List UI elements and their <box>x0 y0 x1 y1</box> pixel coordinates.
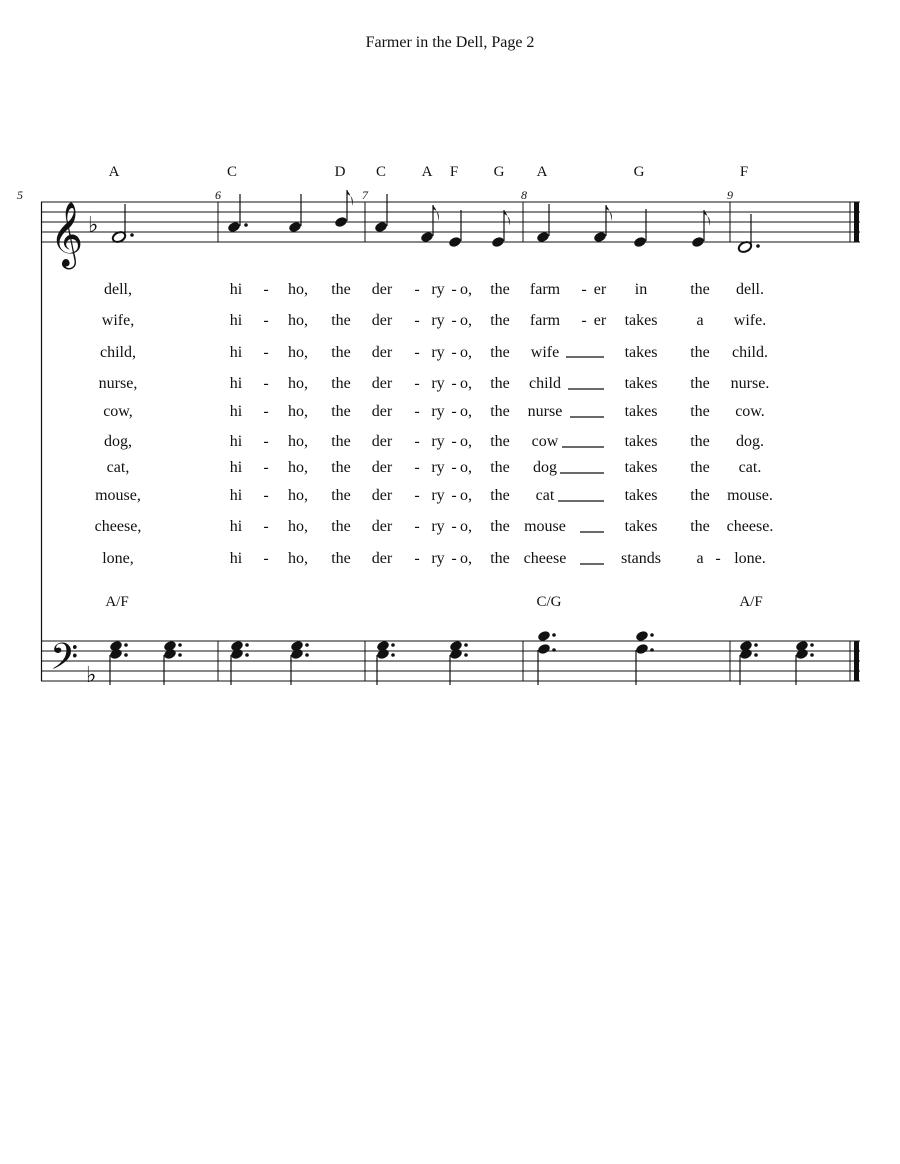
lyric-word: the <box>331 459 351 476</box>
lyric-word: the <box>331 375 351 392</box>
lyric-word: the <box>690 281 710 298</box>
lyric-word: ho, <box>288 433 308 450</box>
note-a-eighth <box>593 205 612 243</box>
lyric-word: cheese <box>523 550 567 567</box>
lyric-word: the <box>490 550 510 567</box>
treble-staff <box>41 202 860 242</box>
lyric-word: the <box>331 433 351 450</box>
lyric-hyphen: - <box>263 312 269 329</box>
lyric-word: the <box>490 281 510 298</box>
lyric-word: ry <box>431 375 445 392</box>
bass-chord-gc <box>537 630 556 685</box>
lyric-word: wife. <box>733 312 767 329</box>
lyric-hyphen: - <box>263 433 269 450</box>
measure-number: 8 <box>521 188 527 202</box>
lyric-hyphen: - <box>451 459 457 476</box>
lyric-hyphen: - <box>263 459 269 476</box>
lyric-word: takes <box>624 518 658 535</box>
lyric-word: ry <box>431 550 445 567</box>
lyric-word: cat <box>535 487 555 504</box>
bass-chord-fa <box>449 640 468 685</box>
lyric-hyphen: - <box>414 550 420 567</box>
lyric-word: the <box>690 403 710 420</box>
lyric-word: der <box>371 518 393 535</box>
measure-number: 5 <box>17 188 23 202</box>
lyric-word: hi <box>229 459 243 476</box>
lyric-word: er <box>593 312 607 329</box>
lyric-hyphen: - <box>263 281 269 298</box>
lyric-word: child, <box>100 344 136 361</box>
lyric-hyphen: - <box>451 550 457 567</box>
lyric-word: hi <box>229 312 243 329</box>
lyric-word: cow. <box>735 403 765 420</box>
lyric-hyphen: - <box>414 344 420 361</box>
note-letter: G <box>493 164 505 180</box>
lyric-word: hi <box>229 433 243 450</box>
lyric-word: child. <box>732 344 768 361</box>
lyric-hyphen: - <box>451 403 457 420</box>
lyric-word: lone. <box>734 550 766 567</box>
note-d-eighth <box>334 190 353 228</box>
lyric-word: the <box>490 433 510 450</box>
note-letter: A <box>536 164 548 180</box>
final-barline <box>854 202 859 242</box>
chord-symbol: A/F <box>739 594 763 610</box>
lyric-word: ry <box>431 312 445 329</box>
lyric-word: o, <box>460 487 472 504</box>
note-letter: D <box>334 164 346 180</box>
note-g-quarter <box>633 209 648 248</box>
lyric-hyphen: - <box>414 487 420 504</box>
lyric-hyphen: - <box>451 487 457 504</box>
bass-chord-fa <box>290 640 309 685</box>
note-g-eighth <box>491 210 510 248</box>
note-c-quarter <box>374 194 389 233</box>
lyric-word: hi <box>229 518 243 535</box>
lyric-word: hi <box>229 403 243 420</box>
lyric-hyphen: - <box>451 375 457 392</box>
note-f-dotted-half <box>737 214 760 254</box>
lyric-word: farm <box>529 281 561 298</box>
note-letter: F <box>449 164 459 180</box>
note-c-dotted-quarter <box>227 194 248 233</box>
lyric-word: the <box>331 344 351 361</box>
lyric-word: the <box>490 312 510 329</box>
lyric-word: der <box>371 375 393 392</box>
lyric-word: der <box>371 312 393 329</box>
flat-icon: ♭ <box>88 213 99 238</box>
lyric-word: takes <box>624 312 658 329</box>
lyric-word: hi <box>229 344 243 361</box>
lyric-word: o, <box>460 344 472 361</box>
lyric-hyphen: - <box>414 459 420 476</box>
lyric-word: ho, <box>288 550 308 567</box>
lyric-word: takes <box>624 459 658 476</box>
lyric-word: o, <box>460 312 472 329</box>
treble-clef-icon: 𝄞 <box>50 202 84 267</box>
lyric-hyphen: - <box>263 375 269 392</box>
lyric-hyphen: - <box>581 312 587 329</box>
lyric-word: the <box>690 433 710 450</box>
bass-clef-icon: 𝄢 <box>50 636 79 687</box>
lyric-word: takes <box>624 344 658 361</box>
lyric-word: er <box>593 281 607 298</box>
lyric-hyphen: - <box>451 281 457 298</box>
lyric-hyphen: - <box>451 344 457 361</box>
lyric-word: cat. <box>738 459 762 476</box>
lyric-hyphen: - <box>414 403 420 420</box>
lyric-word: takes <box>624 433 658 450</box>
lyric-word: wife <box>530 344 560 361</box>
note-a-eighth <box>420 205 439 243</box>
lyric-word: the <box>490 403 510 420</box>
note-c-quarter <box>288 194 303 233</box>
lyric-word: nurse, <box>98 375 138 392</box>
lyric-word: der <box>371 459 393 476</box>
lyric-hyphen: - <box>414 312 420 329</box>
lyric-word: ry <box>431 281 445 298</box>
lyric-word: the <box>331 281 351 298</box>
lyric-hyphen: - <box>451 433 457 450</box>
lyric-word: ho, <box>288 487 308 504</box>
lyric-word: in <box>634 281 648 298</box>
lyric-word: ho, <box>288 518 308 535</box>
lyric-word: hi <box>229 487 243 504</box>
lyric-word: the <box>490 487 510 504</box>
lyric-word: der <box>371 433 393 450</box>
note-a-dotted-half <box>111 204 134 244</box>
bass-chord-fa <box>376 640 395 685</box>
bass-chord-fa <box>163 640 182 685</box>
lyric-word: ho, <box>288 281 308 298</box>
lyric-word: the <box>331 312 351 329</box>
lyric-hyphen: - <box>451 518 457 535</box>
lyric-word: der <box>371 344 393 361</box>
lyric-word: ry <box>431 459 445 476</box>
lyric-hyphen: - <box>263 518 269 535</box>
lyric-word: the <box>690 459 710 476</box>
lyric-word: nurse <box>527 403 563 420</box>
lyric-word: the <box>690 487 710 504</box>
lyric-word: cheese, <box>94 518 142 535</box>
lyric-word: wife, <box>101 312 135 329</box>
lyric-word: mouse <box>524 518 566 535</box>
lyric-word: mouse. <box>727 487 773 504</box>
note-letter: C <box>226 164 238 180</box>
lyric-word: dog, <box>104 433 132 450</box>
lyric-word: ry <box>431 403 445 420</box>
lyric-word: takes <box>624 487 658 504</box>
bass-chord-gc <box>635 630 654 685</box>
note-letter: F <box>739 164 749 180</box>
lyric-word: the <box>690 375 710 392</box>
lyric-word: the <box>331 487 351 504</box>
lyric-word: farm <box>529 312 561 329</box>
lyric-hyphen: - <box>715 550 721 567</box>
lyric-hyphen: - <box>263 550 269 567</box>
lyric-word: cow <box>531 433 559 450</box>
lyric-word: the <box>331 403 351 420</box>
note-letter: A <box>421 164 433 180</box>
lyric-word: ry <box>431 518 445 535</box>
lyric-hyphen: - <box>414 433 420 450</box>
lyric-word: a <box>696 312 704 329</box>
measure-number: 6 <box>215 188 221 202</box>
lyric-word: the <box>331 550 351 567</box>
lyric-word: ry <box>431 344 445 361</box>
lyric-word: cheese. <box>726 518 774 535</box>
lyric-word: mouse, <box>95 487 141 504</box>
lyric-hyphen: - <box>263 487 269 504</box>
lyric-word: o, <box>460 281 472 298</box>
bass-chord-fa <box>230 640 249 685</box>
chord-symbol: C/G <box>536 594 562 610</box>
lyric-word: o, <box>460 518 472 535</box>
lyric-hyphen: - <box>414 518 420 535</box>
note-letter: G <box>633 164 645 180</box>
flat-icon: ♭ <box>86 663 97 688</box>
lyric-word: lone, <box>102 550 134 567</box>
lyric-hyphen: - <box>263 403 269 420</box>
lyric-word: hi <box>229 375 243 392</box>
lyric-word: der <box>371 550 393 567</box>
lyric-word: ho, <box>288 459 308 476</box>
lyric-hyphen: - <box>581 281 587 298</box>
note-letter: A <box>108 164 120 180</box>
note-letter: C <box>375 164 387 180</box>
lyric-word: ho, <box>288 312 308 329</box>
chord-symbol: A/F <box>105 594 129 610</box>
lyric-word: ry <box>431 433 445 450</box>
lyric-word: dell, <box>104 281 132 298</box>
lyric-word: ho, <box>288 375 308 392</box>
lyric-word: the <box>490 518 510 535</box>
lyric-word: hi <box>229 281 243 298</box>
lyric-word: the <box>490 459 510 476</box>
lyric-word: dog <box>533 459 557 476</box>
lyric-word: stands <box>621 550 661 567</box>
lyric-word: ry <box>431 487 445 504</box>
lyric-word: takes <box>624 403 658 420</box>
final-barline <box>854 641 859 681</box>
measure-number: 7 <box>362 188 368 202</box>
lyric-word: the <box>490 344 510 361</box>
page-title: Farmer in the Dell, Page 2 <box>365 34 535 51</box>
lyric-word: der <box>371 487 393 504</box>
lyric-word: the <box>690 518 710 535</box>
lyric-word: dell. <box>736 281 764 298</box>
lyric-word: cat, <box>106 459 130 476</box>
lyric-word: dog. <box>736 433 764 450</box>
lyric-word: der <box>371 281 393 298</box>
lyric-word: nurse. <box>730 375 770 392</box>
lyric-word: o, <box>460 403 472 420</box>
bass-chord-fa <box>795 640 814 685</box>
lyric-hyphen: - <box>414 281 420 298</box>
lyric-word: o, <box>460 550 472 567</box>
lyric-word: hi <box>229 550 243 567</box>
lyric-word: ho, <box>288 403 308 420</box>
lyric-word: o, <box>460 375 472 392</box>
bass-chord-fa <box>739 640 758 685</box>
lyric-hyphen: - <box>414 375 420 392</box>
lyric-word: child <box>529 375 561 392</box>
note-g-eighth <box>691 210 710 248</box>
lyric-word: der <box>371 403 393 420</box>
lyric-word: the <box>490 375 510 392</box>
lyric-word: cow, <box>103 403 133 420</box>
lyric-word: o, <box>460 459 472 476</box>
note-a-quarter <box>536 204 551 243</box>
lyric-word: the <box>331 518 351 535</box>
measure-number: 9 <box>727 188 733 202</box>
lyric-word: a <box>696 550 704 567</box>
bass-chord-fa <box>109 640 128 685</box>
lyric-word: takes <box>624 375 658 392</box>
lyric-word: the <box>690 344 710 361</box>
lyric-word: o, <box>460 433 472 450</box>
note-f-quarter <box>448 210 463 248</box>
lyric-word: ho, <box>288 344 308 361</box>
lyric-hyphen: - <box>451 312 457 329</box>
lyric-hyphen: - <box>263 344 269 361</box>
